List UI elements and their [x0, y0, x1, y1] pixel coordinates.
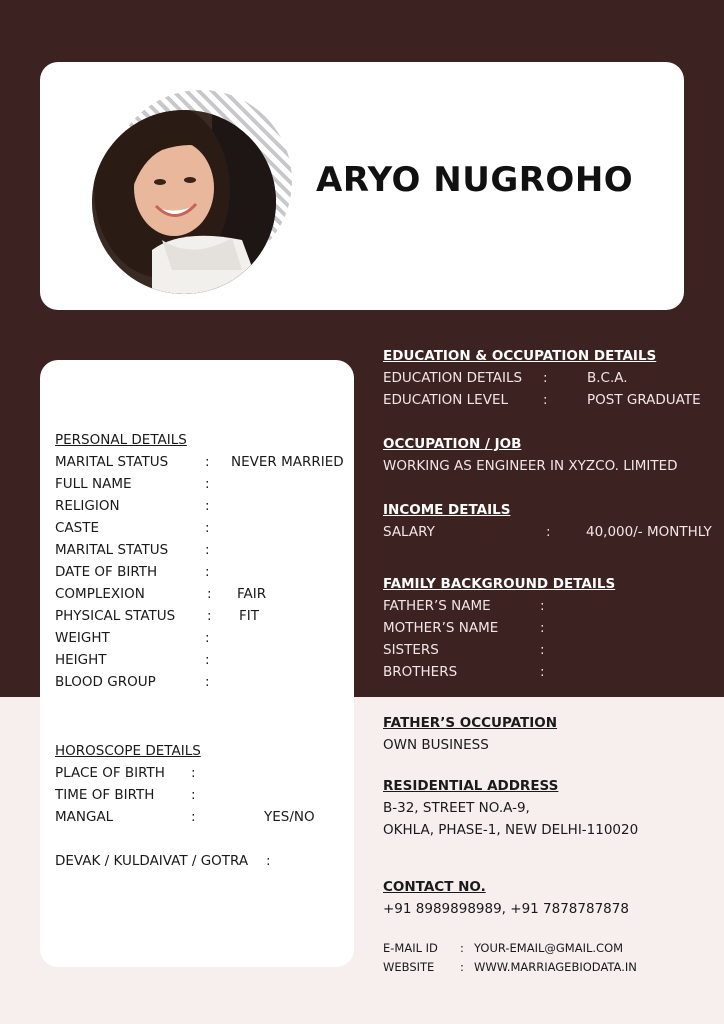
separator: :	[543, 392, 548, 408]
date-of-birth-label: DATE OF BIRTH	[55, 564, 158, 580]
email-label: E-MAIL ID	[383, 941, 438, 955]
mothers-name-label: MOTHER’S NAME	[383, 620, 499, 636]
full-name-label: FULL NAME	[55, 476, 132, 492]
caste-label: CASTE	[55, 520, 100, 536]
separator: :	[205, 630, 210, 646]
website-label: WEBSITE	[383, 960, 435, 974]
separator: :	[191, 787, 196, 803]
physical-status-label: PHYSICAL STATUS	[55, 608, 176, 624]
address-line-1: B-32, STREET NO.A-9,	[383, 800, 530, 816]
horoscope-details-heading: HOROSCOPE DETAILS	[55, 743, 201, 759]
separator: :	[191, 765, 196, 781]
education-heading: EDUCATION & OCCUPATION DETAILS	[383, 348, 657, 364]
height-label: HEIGHT	[55, 652, 107, 668]
mangal-value: YES/NO	[264, 809, 315, 825]
address-line-2: OKHLA, PHASE-1, NEW DELHI-110020	[383, 822, 639, 838]
separator: :	[205, 498, 210, 514]
marital-status-label-2: MARITAL STATUS	[55, 542, 169, 558]
education-level-value: POST GRADUATE	[587, 392, 701, 408]
salary-label: SALARY	[383, 524, 435, 540]
separator: :	[205, 520, 210, 536]
contact-heading: CONTACT NO.	[383, 879, 486, 895]
separator: :	[191, 809, 196, 825]
separator: :	[205, 476, 210, 492]
mangal-label: MANGAL	[55, 809, 114, 825]
separator: :	[460, 960, 464, 974]
separator: :	[540, 642, 545, 658]
profile-photo-image	[92, 110, 276, 294]
fathers-occupation-text: OWN BUSINESS	[383, 737, 489, 753]
separator: :	[207, 608, 212, 624]
person-name: ARYO NUGROHO	[316, 160, 634, 200]
sisters-label: SISTERS	[383, 642, 439, 658]
education-level-label: EDUCATION LEVEL	[383, 392, 509, 408]
website-value[interactable]: WWW.MARRIAGEBIODATA.IN	[474, 960, 637, 974]
portrait-illustration	[92, 110, 276, 294]
separator: :	[205, 454, 210, 470]
separator: :	[540, 664, 545, 680]
marital-status-label: MARITAL STATUS	[55, 454, 169, 470]
separator: :	[543, 370, 548, 386]
physical-status-value: FIT	[239, 608, 259, 624]
separator: :	[266, 853, 271, 869]
occupation-heading: OCCUPATION / JOB	[383, 436, 522, 452]
complexion-label: COMPLEXION	[55, 586, 145, 602]
occupation-text: WORKING AS ENGINEER IN XYZCO. LIMITED	[383, 458, 678, 474]
separator: :	[546, 524, 551, 540]
separator: :	[540, 620, 545, 636]
separator: :	[540, 598, 545, 614]
personal-details-heading: PERSONAL DETAILS	[55, 432, 187, 448]
religion-label: RELIGION	[55, 498, 120, 514]
separator: :	[207, 586, 212, 602]
blood-group-label: BLOOD GROUP	[55, 674, 156, 690]
separator: :	[205, 652, 210, 668]
email-value[interactable]: YOUR-EMAIL@GMAIL.COM	[474, 941, 624, 955]
fathers-name-label: FATHER’S NAME	[383, 598, 491, 614]
separator: :	[460, 941, 464, 955]
education-details-label: EDUCATION DETAILS	[383, 370, 523, 386]
separator: :	[205, 564, 210, 580]
contact-numbers: +91 8989898989, +91 7878787878	[383, 901, 629, 917]
family-heading: FAMILY BACKGROUND DETAILS	[383, 576, 616, 592]
weight-label: WEIGHT	[55, 630, 110, 646]
separator: :	[205, 542, 210, 558]
profile-photo	[92, 90, 292, 294]
salary-value: 40,000/- MONTHLY	[586, 524, 712, 540]
marital-status-value: NEVER MARRIED	[231, 454, 344, 470]
address-heading: RESIDENTIAL ADDRESS	[383, 778, 559, 794]
brothers-label: BROTHERS	[383, 664, 458, 680]
fathers-occupation-heading: FATHER’S OCCUPATION	[383, 715, 558, 731]
separator: :	[205, 674, 210, 690]
education-details-value: B.C.A.	[587, 370, 628, 386]
time-of-birth-label: TIME OF BIRTH	[55, 787, 155, 803]
complexion-value: FAIR	[237, 586, 267, 602]
place-of-birth-label: PLACE OF BIRTH	[55, 765, 165, 781]
income-heading: INCOME DETAILS	[383, 502, 511, 518]
gotra-label: DEVAK / KULDAIVAT / GOTRA	[55, 853, 249, 869]
